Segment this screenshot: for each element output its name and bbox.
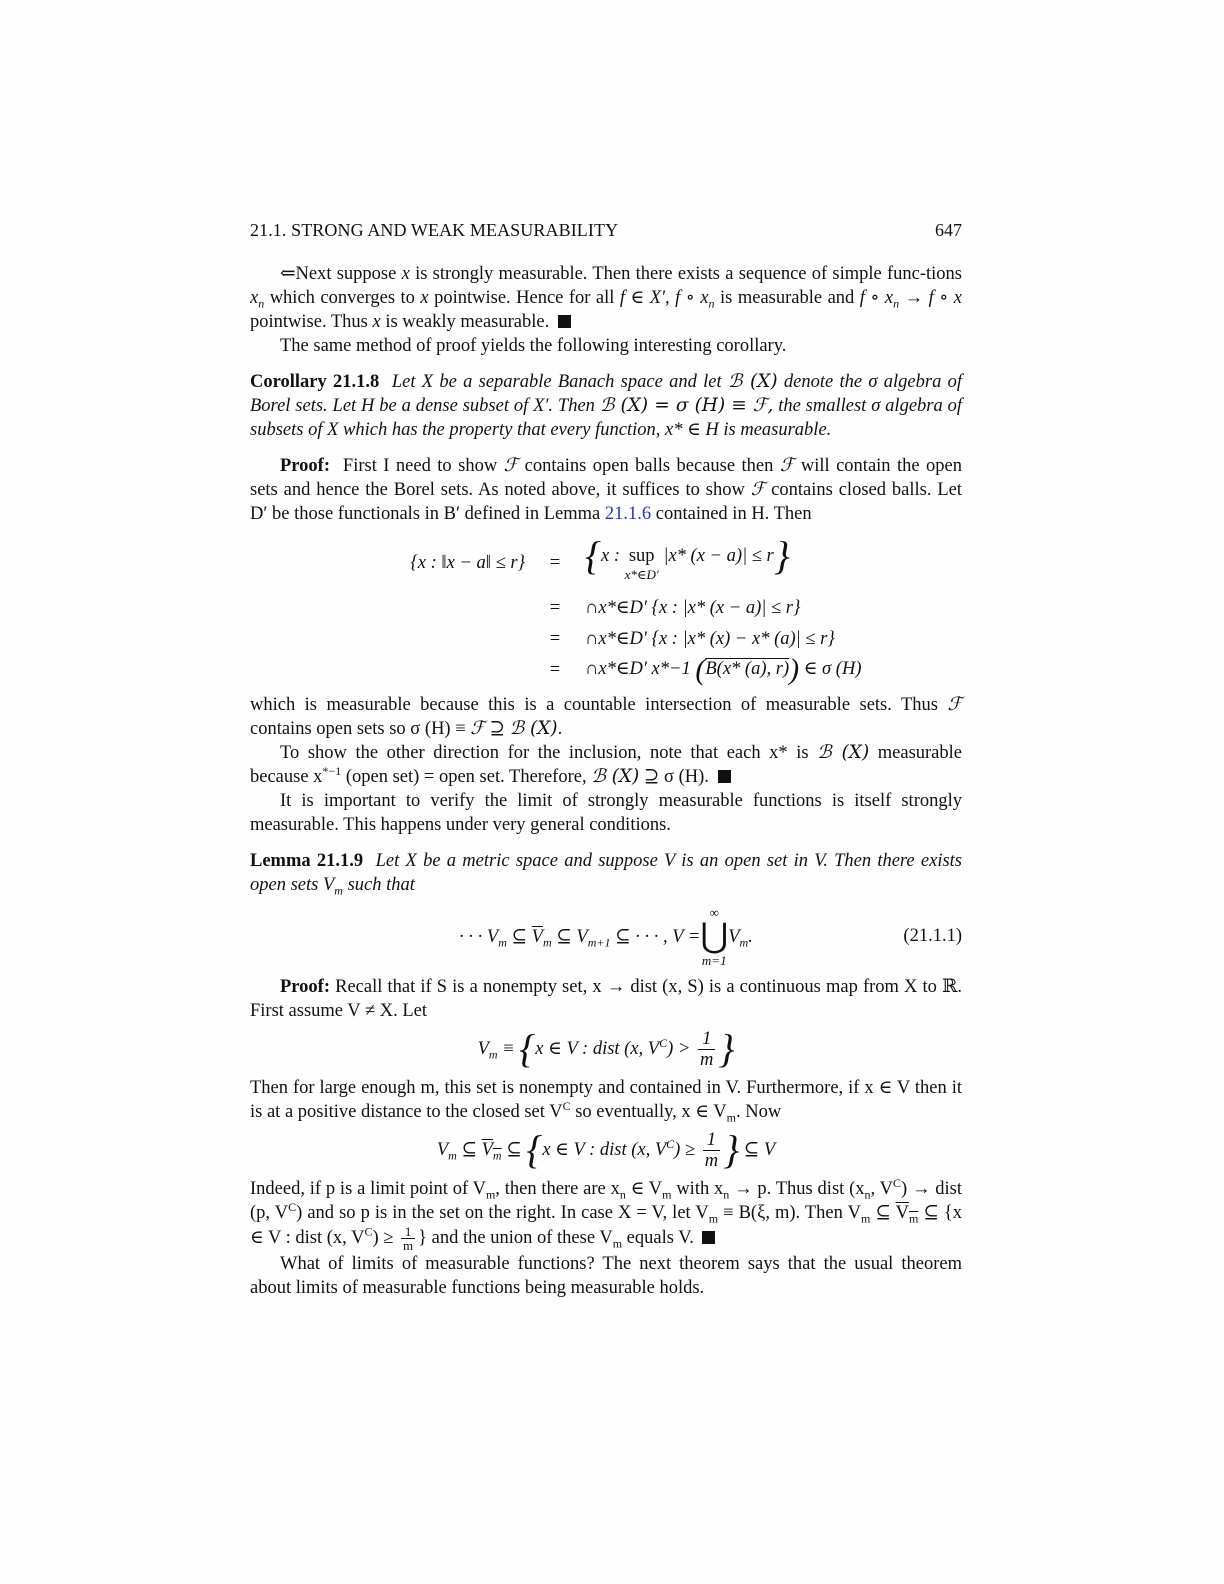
equation-row-3: = ∩x*∈D′ {x : |x* (x) − x* (a)| ≤ r} xyxy=(549,628,835,649)
qed-symbol xyxy=(718,770,731,783)
equation-number: (21.1.1) xyxy=(903,926,962,946)
equation-21-1-1: · · · $V_m$ ⊆ $\overline{V}_m$ ⊆ $V_{m+1}$ ⊆ · · · , V = ∞ ⋃ m=1 $V_m$. (21.1.1) xyxy=(459,904,962,968)
equation-row-2: = ∩x*∈D′ {x : |x* (x − a)| ≤ r} xyxy=(549,597,801,618)
page-number: 647 xyxy=(935,220,962,240)
equation-row-1: {x : ‖x − a‖ ≤ r} = {x : sup x*∈D′ |x* (x − a)| ≤ r} xyxy=(410,533,790,582)
paragraph-4: To show the other direction for the inclusion, note that each x* is ℬ (X) measurable because $x^{*-1}$ (open set) = open set. Therefore, ℬ (X) ⊇ σ (H). xyxy=(250,742,962,787)
paragraph-1: ⇐Next suppose x is strongly measurable. Then there exists a sequence of simple func-tions $x_n$ which converges to x pointwise. Hence for all f ∈ X′, f ∘ $x_n$ is measurable and f ∘ $x_n \to f$ ∘ x pointwise. Thus x is weakly measurable. xyxy=(250,264,963,332)
paragraph-5: It is important to verify the limit of strongly measurable functions is itself strongly measurable. This happens under very general conditions. xyxy=(250,791,962,835)
qed-symbol xyxy=(558,315,571,328)
paragraph-6: Then for large enough m, this set is nonempty and contained in V. Furthermore, if x ∈ V then it is at a positive distance to the closed set $V^C$ so eventually, x ∈ $V_m$. Now xyxy=(250,1078,962,1125)
inclusion-display: $V_m$ ⊆ $V_m$ ⊆ {x ∈ V : dist (x, $V^C$) ≥ $\frac{1}{m}$ } ⊆ V xyxy=(436,1126,776,1172)
paragraph-8: What of limits of measurable functions? The next theorem says that the usual theorem about limits of measurable functions being measurable holds. xyxy=(250,1254,962,1298)
qed-symbol xyxy=(702,1231,715,1244)
paragraph-2: The same method of proof yields the following interesting corollary. xyxy=(280,336,787,356)
document-page xyxy=(250,218,962,1300)
union-operator: ∞ ⋃ m=1 xyxy=(700,904,729,968)
corollary-21-1-8: Corollary 21.1.8 Let X be a separable Banach space and let ℬ (X) denote the σ algebra of Borel sets. Let H be a dense subset of X′. Then ℬ (X) = σ (H) ≡ ℱ, the smallest σ algebra of subsets of X which has the property that every function, x* ∈ H is measurable. xyxy=(250,371,963,440)
proof-2-paragraph: Proof: Recall that if S is a nonempty set, x → dist (x, S) is a continuous map from X to ℝ. First assume V ≠ X. Let xyxy=(250,977,962,1021)
running-header xyxy=(250,218,962,242)
definition-vm: $V_m \equiv \{x$ ∈ V : dist (x, $V^C$) > $\frac{1}{m}$ } xyxy=(477,1025,735,1071)
paragraph-7: Indeed, if p is a limit point of $V_m$, then there are $x_n$ ∈ $V_m$ with $x_n \to p$. Thus dist ($x_n$, $V^C$) → dist (p, $V^C$) and so p is in the set on the right. In case X = V, let $V_m \equiv B(\xi$, m). Then $V_m$ ⊆ $V_m$ ⊆ {x ∈ V : dist (x, $V^C$) ≥ $\frac{1}{m}$ } and the union of these $V_m$ equals V. xyxy=(250,1175,963,1253)
section-title: 21.1. STRONG AND WEAK MEASURABILITY xyxy=(250,220,619,240)
lemma-link[interactable]: 21.1.6 xyxy=(604,504,652,524)
equation-array xyxy=(375,534,962,685)
paragraph-3: which is measurable because this is a countable intersection of measurable sets. Thus ℱ contains open sets so σ (H) ≡ ℱ ⊇ ℬ (X). xyxy=(250,694,962,739)
proof-paragraph: Proof: First I need to show ℱ contains open balls because then ℱ will contain the open sets and hence the Borel sets. As noted above, it suffices to show ℱ contains closed balls. Let D′ be those functionals in B′ defined in Lemma 21.1.6 contained in H. Then xyxy=(250,455,963,524)
lemma-21-1-9: Lemma 21.1.9 Let X be a metric space and suppose V is an open set in V. Then there exists open sets $V_m$ such that xyxy=(250,851,963,898)
equation-row-4: = ∩x*∈D′ x*−1 (B(x* (a), r)) ∈ σ (H) xyxy=(549,653,862,686)
